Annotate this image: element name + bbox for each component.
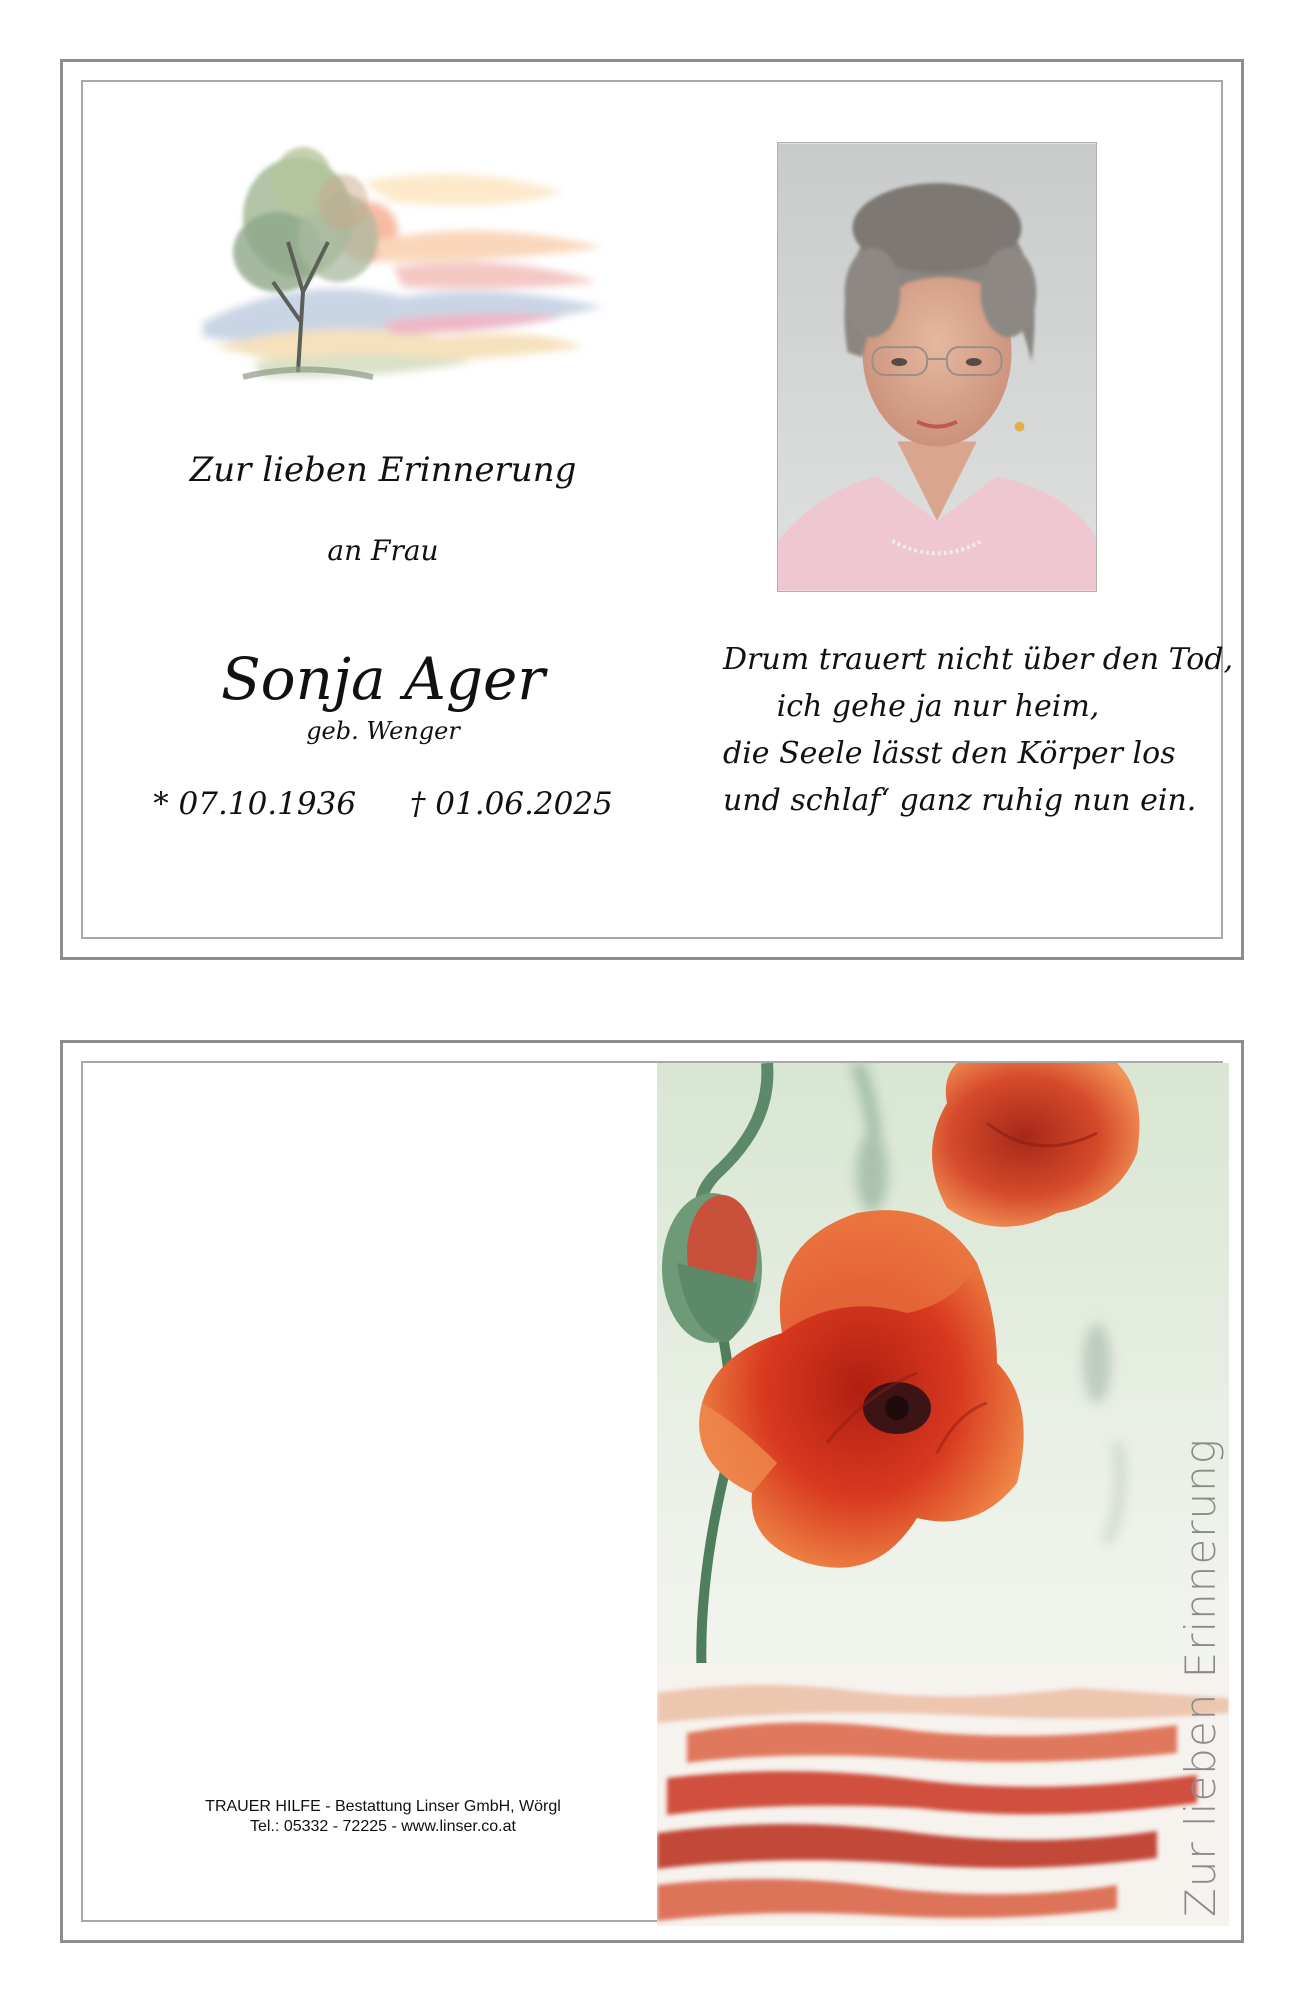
vertical-title-wrapper xyxy=(1176,1423,1225,1917)
poem-block xyxy=(723,636,1234,824)
memorial-card-back xyxy=(60,1040,1244,1943)
watercolor-landscape-image xyxy=(143,122,613,412)
card-back-inner-frame xyxy=(81,1061,1223,1922)
poppy-flower-image xyxy=(657,1063,1229,1926)
funeral-home-footer xyxy=(123,1797,643,1837)
poem-line: ich gehe ja nur heim, xyxy=(776,689,1100,724)
salutation: an Frau xyxy=(327,534,439,567)
poem-line: und schlaf‘ ganz ruhig nun ein. xyxy=(723,783,1197,818)
poem-line: die Seele lässt den Körper los xyxy=(723,736,1176,771)
deceased-name: Sonja Ager xyxy=(220,645,546,713)
death-date: † 01.06.2025 xyxy=(409,786,613,822)
card-front-inner-frame xyxy=(81,80,1234,939)
card-heading: Zur lieben Erinnerung xyxy=(189,450,577,490)
memorial-card-front xyxy=(60,59,1244,960)
life-dates xyxy=(123,786,643,822)
birth-date: * 07.10.1936 xyxy=(153,786,357,822)
maiden-name: geb. Wenger xyxy=(306,717,460,745)
footer-contact: Tel.: 05332 - 72225 - www.linser.co.at xyxy=(250,1818,516,1835)
footer-company: TRAUER HILFE - Bestattung Linser GmbH, Wörgl xyxy=(205,1798,561,1815)
vertical-title: Zur lieben Erinnerung xyxy=(1176,1438,1225,1917)
portrait-photo xyxy=(777,142,1097,592)
poem-line: Drum trauert nicht über den Tod, xyxy=(723,642,1234,677)
